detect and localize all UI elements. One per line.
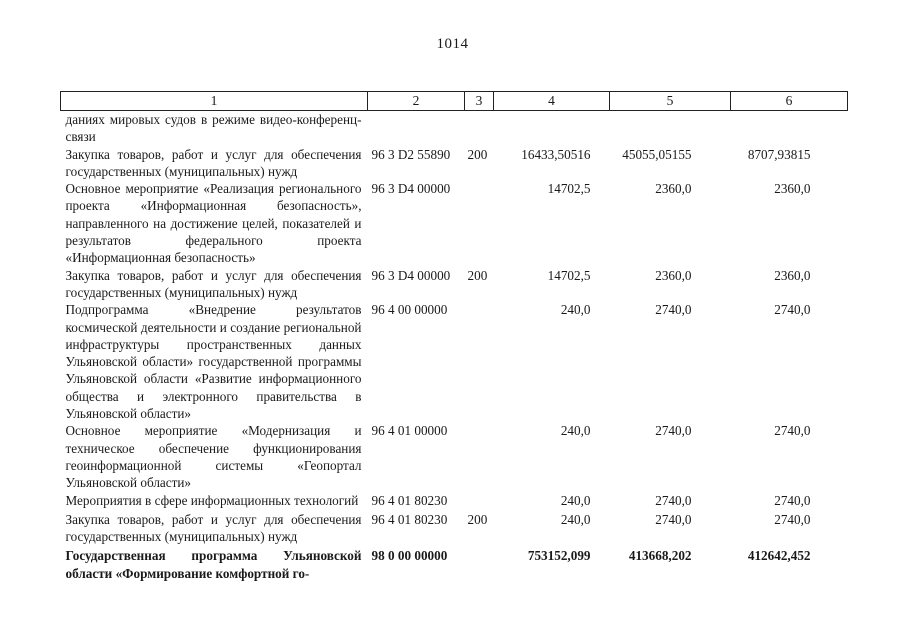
row-value-1: 240,0 (560, 302, 591, 318)
row-code: 96 4 01 80230 (371, 492, 448, 508)
row-code: 96 4 00 00000 (371, 302, 448, 318)
row-value-3 (731, 111, 848, 146)
row-code: 96 3 D4 00000 (371, 267, 451, 283)
row-expense-type (465, 111, 494, 146)
row-name: даниях мировых судов в режиме видео-конференц-связи (65, 112, 362, 145)
budget-table (60, 91, 848, 582)
column-header-5: 5 (610, 92, 731, 111)
row-value-3: 8707,93815 (747, 146, 811, 162)
row-name: Подпрограмма «Внедрение результатов космической деятельности и создание региональной инфраструктуры пространственных данных Ульяновской области» государственной программы Ульяновской области «Развитие информационного общества и электронного правительства в Ульяновской области» (65, 302, 362, 422)
row-value-1: 14702,5 (547, 267, 591, 283)
row-name: Закупка товаров, работ и услуг для обеспечения государственных (муниципальных) нужд (65, 511, 362, 545)
row-value-3: 2740,0 (774, 511, 811, 527)
row-value-3: 2740,0 (774, 492, 811, 508)
column-header-4: 4 (494, 92, 610, 111)
row-code: 96 4 01 80230 (371, 511, 448, 527)
row-value-1: 240,0 (560, 511, 591, 527)
row-value-2: 2360,0 (655, 181, 692, 197)
row-value-1 (494, 111, 610, 146)
table-row-total (61, 545, 848, 582)
row-name: Государственная программа Ульяновской области «Формирование комфортной го- (65, 548, 362, 581)
row-value-2: 2740,0 (655, 511, 692, 527)
column-header-1: 1 (61, 92, 368, 111)
column-header-3: 3 (465, 92, 494, 111)
row-name: Закупка товаров, работ и услуг для обеспечения государственных (муниципальных) нужд (65, 267, 362, 300)
column-header-6: 6 (731, 92, 848, 111)
table-row (61, 509, 848, 546)
row-name: Мероприятия в сфере информационных технологий (65, 492, 359, 508)
table-row (61, 422, 848, 491)
row-name: Основное мероприятие «Реализация регионального проекта «Информационная безопасность», направленного на достижение целей, показателей и результатов федерального проекта «Информационная безопасность» (65, 181, 362, 266)
row-code: 98 0 00 00000 (371, 548, 448, 564)
row-expense-type: 200 (467, 146, 488, 162)
row-expense-type (465, 180, 494, 266)
row-value-2: 2740,0 (655, 302, 692, 318)
table-header-row (61, 92, 848, 111)
row-value-2: 2740,0 (655, 492, 692, 508)
row-value-1: 16433,50516 (521, 146, 591, 162)
row-value-2: 413668,202 (628, 548, 692, 564)
column-header-2: 2 (368, 92, 465, 111)
row-value-2 (610, 111, 731, 146)
row-name: Закупка товаров, работ и услуг для обеспечения государственных (муниципальных) нужд (65, 146, 362, 179)
row-code: 96 3 D4 00000 (371, 181, 451, 197)
table-row (61, 180, 848, 266)
page-number: 1014 (436, 36, 469, 52)
table-row (61, 301, 848, 422)
row-code (368, 111, 465, 146)
row-expense-type: 200 (467, 267, 488, 283)
row-value-3: 2360,0 (774, 181, 811, 197)
table-row (61, 492, 848, 509)
row-expense-type (465, 545, 494, 582)
row-value-2: 45055,05155 (622, 146, 692, 162)
row-expense-type (465, 422, 494, 491)
row-value-1: 240,0 (560, 492, 591, 508)
row-expense-type: 200 (467, 511, 488, 527)
row-value-1: 240,0 (560, 423, 591, 439)
row-value-2: 2360,0 (655, 267, 692, 283)
row-value-3: 2360,0 (774, 267, 811, 283)
row-expense-type (465, 492, 494, 509)
row-value-3: 412642,452 (747, 548, 811, 564)
row-code: 96 4 01 00000 (371, 423, 448, 439)
table-row (61, 111, 848, 146)
table-row (61, 267, 848, 302)
row-value-3: 2740,0 (774, 302, 811, 318)
row-value-1: 14702,5 (547, 181, 591, 197)
row-expense-type (465, 301, 494, 422)
row-value-1: 753152,099 (527, 548, 591, 564)
table-row (61, 146, 848, 181)
row-code: 96 3 D2 55890 (371, 146, 451, 162)
row-value-3: 2740,0 (774, 423, 811, 439)
row-value-2: 2740,0 (655, 423, 692, 439)
row-name: Основное мероприятие «Модернизация и техническое обеспечение функционирования геоинформационной системы «Геопортал Ульяновской области» (65, 423, 362, 491)
